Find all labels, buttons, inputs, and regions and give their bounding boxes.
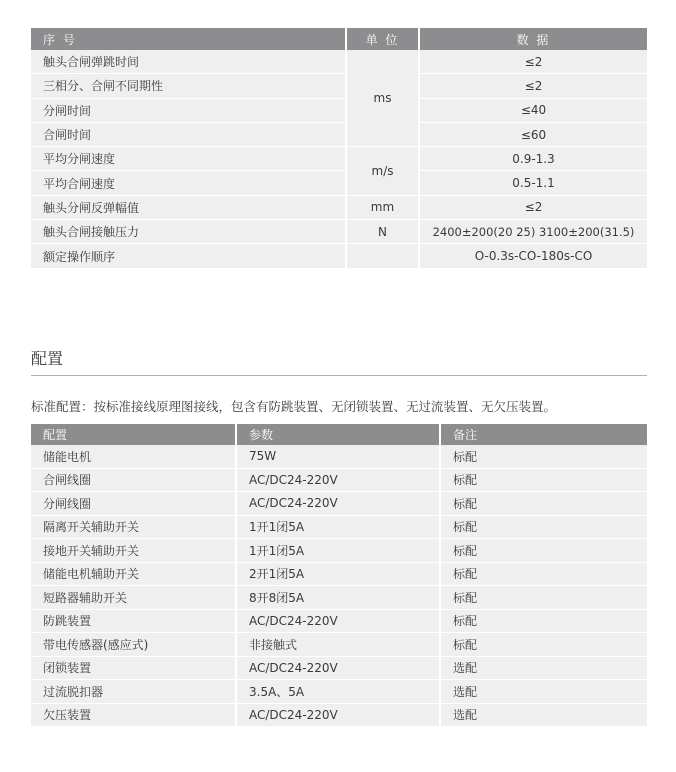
table-row [31,586,647,610]
config-param: AC/DC24-220V [236,492,440,516]
config-name: 欠压装置 [31,703,236,727]
table-row [31,656,647,680]
table-row [31,515,647,539]
spec-value: ≤2 [419,195,647,219]
config-note: 标配 [440,492,647,516]
table-row [31,539,647,563]
config-name: 储能电机辅助开关 [31,562,236,586]
config-note: 选配 [440,703,647,727]
spec-value: ≤2 [419,50,647,74]
spec-unit [346,244,419,268]
spec-unit: N [346,220,419,244]
spec-value: ≤40 [419,98,647,122]
spec-unit: m/s [346,147,419,196]
config-note: 标配 [440,539,647,563]
config-note: 标配 [440,515,647,539]
spec-header-value: 数 据 [419,28,647,50]
config-header-note: 备注 [440,424,647,445]
spec-table [31,28,647,269]
config-param: 1开1闭5A [236,539,440,563]
config-intro: 标准配置：按标准接线原理图接线，包含有防跳装置、无闭锁装置、无过流装置、无欠压装置。 [31,399,557,414]
table-row [31,98,647,122]
config-param: AC/DC24-220V [236,703,440,727]
config-note: 标配 [440,633,647,657]
config-header-name: 配置 [31,424,236,445]
spec-value: 2400±200(20 25) 3100±200(31.5) [419,220,647,244]
spec-value: ≤60 [419,122,647,146]
spec-item: 合闸时间 [31,122,346,146]
config-name: 带电传感器(感应式) [31,633,236,657]
config-param: 3.5A、5A [236,680,440,704]
table-row [31,147,647,171]
table-row [31,195,647,219]
config-param: 1开1闭5A [236,515,440,539]
spec-item: 触头合闸接触压力 [31,220,346,244]
spec-unit: mm [346,195,419,219]
table-row [31,609,647,633]
table-row [31,50,647,74]
section-title: 配置 [31,349,64,368]
config-param: 75W [236,445,440,468]
config-name: 储能电机 [31,445,236,468]
config-note: 选配 [440,656,647,680]
config-note: 标配 [440,609,647,633]
config-name: 闭锁装置 [31,656,236,680]
table-row [31,562,647,586]
spec-value: ≤2 [419,74,647,98]
spec-item: 平均合闸速度 [31,171,346,195]
table-row [31,445,647,468]
config-param: 非接触式 [236,633,440,657]
spec-value: O-0.3s-CO-180s-CO [419,244,647,268]
spec-unit: ms [346,50,419,147]
spec-item: 平均分闸速度 [31,147,346,171]
spec-header-unit: 单 位 [346,28,419,50]
config-name: 分闸线圈 [31,492,236,516]
table-row [31,74,647,98]
table-row [31,122,647,146]
config-note: 标配 [440,445,647,468]
spec-item: 额定操作顺序 [31,244,346,268]
table-row [31,680,647,704]
config-note: 标配 [440,468,647,492]
config-header-row [31,424,647,445]
config-note: 选配 [440,680,647,704]
config-param: 2开1闭5A [236,562,440,586]
config-header-param: 参数 [236,424,440,445]
table-row [31,468,647,492]
config-note: 标配 [440,586,647,610]
spec-header-item: 序 号 [31,28,346,50]
config-name: 短路器辅助开关 [31,586,236,610]
section-divider [31,375,647,376]
config-param: AC/DC24-220V [236,468,440,492]
spec-header-row [31,28,647,50]
table-row [31,171,647,195]
config-name: 合闸线圈 [31,468,236,492]
config-name: 隔离开关辅助开关 [31,515,236,539]
spec-item: 分闸时间 [31,98,346,122]
config-name: 过流脱扣器 [31,680,236,704]
config-param: AC/DC24-220V [236,656,440,680]
table-row [31,492,647,516]
config-table [31,424,647,727]
table-row [31,703,647,727]
config-name: 防跳装置 [31,609,236,633]
table-row [31,220,647,244]
table-row [31,633,647,657]
spec-item: 三相分、合闸不同期性 [31,74,346,98]
table-row [31,244,647,268]
config-param: 8开8闭5A [236,586,440,610]
config-name: 接地开关辅助开关 [31,539,236,563]
spec-item: 触头合闸弹跳时间 [31,50,346,74]
config-note: 标配 [440,562,647,586]
spec-value: 0.5-1.1 [419,171,647,195]
config-param: AC/DC24-220V [236,609,440,633]
spec-value: 0.9-1.3 [419,147,647,171]
spec-item: 触头分闸反弹幅值 [31,195,346,219]
